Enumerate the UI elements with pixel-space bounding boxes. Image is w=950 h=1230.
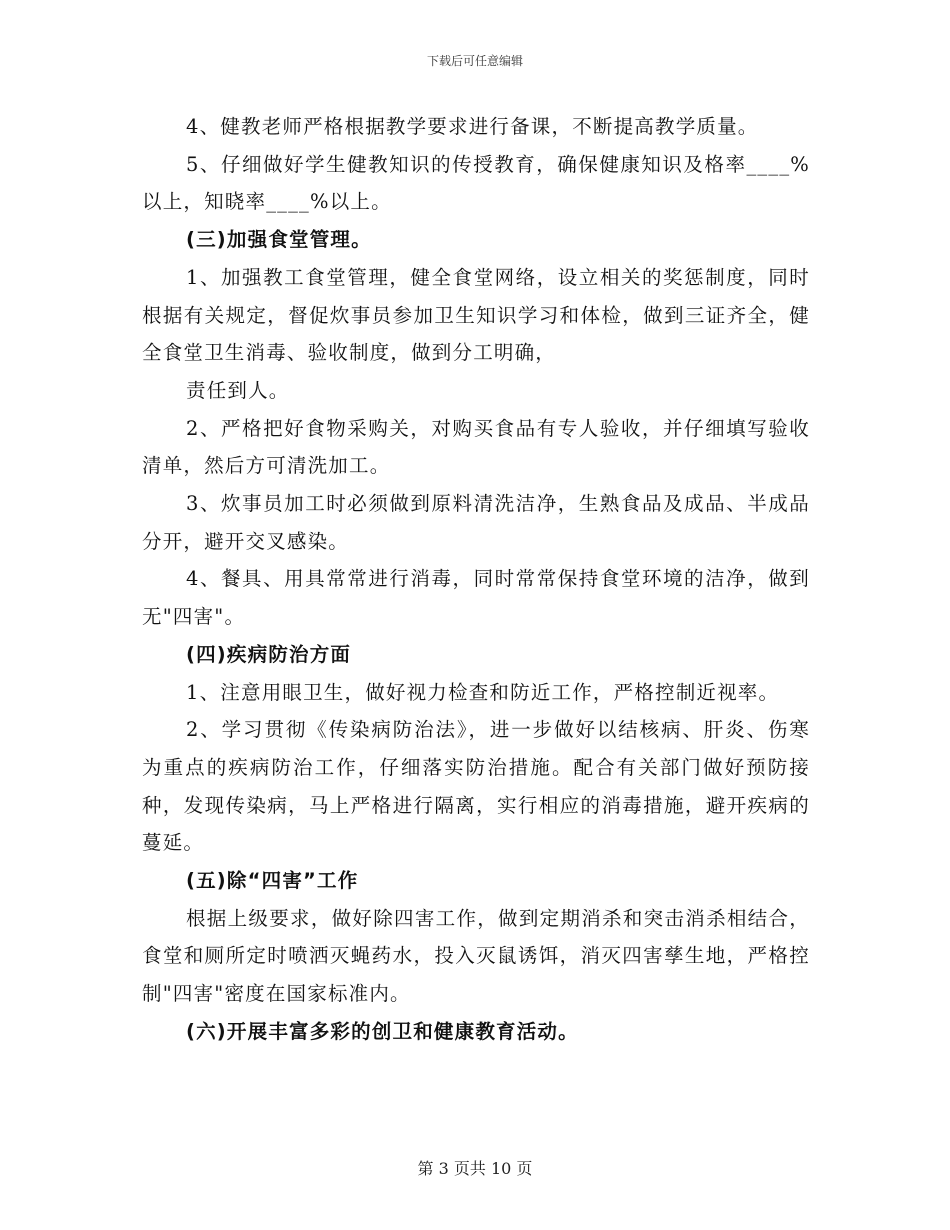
paragraph-canteen-1: 1、加强教工食堂管理，健全食堂网络，设立相关的奖惩制度，同时根据有关规定，督促炊事员参加卫生知识学习和体检，做到三证齐全，健全食堂卫生消毒、验收制度，做到分工明确， [142,265,810,365]
section-heading-disease: (四)疾病防治方面 [186,642,352,666]
document-header-note: 下载后可任意编辑 [426,54,523,68]
page-number-footer: 第 3 页共 10 页 [417,1159,533,1178]
paragraph-disease-1: 1、注意用眼卫生，做好视力检查和防近工作，严格控制近视率。 [186,680,780,704]
paragraph-pests: 根据上级要求，做好除四害工作，做到定期消杀和突击消杀相结合，食堂和厕所定时喷洒灭蝇药水，投入灭鼠诱饵，消灭四害孳生地，严格控制"四害"密度在国家标准内。 [142,906,810,1006]
paragraph-item-5: 5、仔细做好学生健教知识的传授教育，确保健康知识及格率____%以上，知晓率____%以上。 [142,152,810,214]
paragraph-canteen-2: 2、严格把好食物采购关，对购买食品有专人验收，并仔细填写验收清单，然后方可清洗加工。 [142,416,810,478]
paragraph-canteen-4: 4、餐具、用具常常进行消毒，同时常常保持食堂环境的洁净，做到无"四害"。 [142,567,810,629]
document-body [142,108,810,1051]
paragraph-item-4: 4、健教老师严格根据教学要求进行备课，不断提高教学质量。 [186,115,759,138]
paragraph-disease-2: 2、学习贯彻《传染病防治法》，进一步做好以结核病、肝炎、伤寒为重点的疾病防治工作，仔细落实防治措施。配合有关部门做好预防接种，发现传染病，马上严格进行隔离，实行相应的消毒措施，避开疾病的蔓延。 [142,718,810,855]
section-heading-activities: (六)开展丰富多彩的创卫和健康教育活动。 [186,1019,579,1043]
paragraph-canteen-1-cont: 责任到人。 [186,378,290,402]
section-heading-pests: (五)除“四害”工作 [186,869,359,893]
section-heading-canteen: (三)加强食堂管理。 [186,228,372,252]
paragraph-canteen-3: 3、炊事员加工时必须做到原料清洗洁净，生熟食品及成品、半成品分开，避开交叉感染。 [142,492,810,553]
